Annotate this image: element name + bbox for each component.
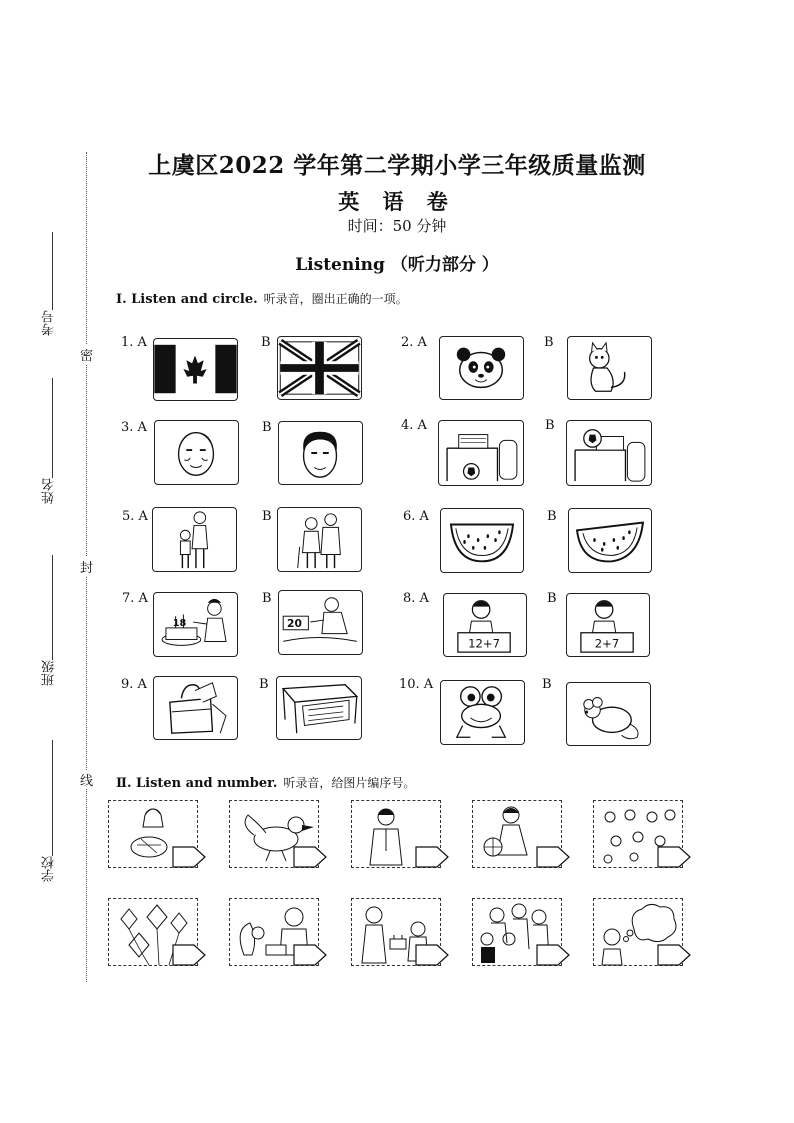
part1-heading [116, 290, 408, 307]
canada-flag-icon [154, 339, 237, 400]
grandfather-icon [155, 421, 238, 484]
part2-heading [116, 774, 415, 791]
answer-arrow-box [172, 944, 206, 966]
q8-label-b: B [547, 591, 557, 606]
listen-number-card-4[interactable] [472, 800, 572, 870]
q9-option-b[interactable] [276, 676, 362, 740]
answer-arrow-box [415, 846, 449, 868]
cake-number-18: 18 [172, 617, 187, 629]
seal-mark-xian: 线 [80, 770, 93, 789]
q3-label-a: 3. A [121, 420, 147, 435]
sidebar-xuexiao-label: 学校 [42, 856, 57, 882]
answer-arrow-box [536, 846, 570, 868]
q2-option-b[interactable] [567, 336, 652, 400]
q9-label-b: B [259, 677, 269, 692]
listen-number-card-3[interactable] [351, 800, 451, 870]
q3-option-b[interactable] [278, 421, 363, 485]
listen-number-card-2[interactable] [229, 800, 329, 870]
q7-label-b: B [262, 591, 272, 606]
birthday-cake-20-icon [279, 591, 362, 654]
birthday-cake-18-icon [154, 593, 237, 656]
sidebar-banji-label: 班级 [42, 660, 57, 686]
listen-number-card-1[interactable] [108, 800, 208, 870]
q3-label-b: B [262, 420, 272, 435]
q2-label-b: B [544, 335, 554, 350]
q2-label-a: 2. A [401, 335, 427, 350]
ball-on-desk-icon [567, 421, 651, 485]
q10-label-a: 10. A [399, 677, 434, 692]
q8-option-b[interactable] [566, 593, 650, 657]
section-title: Listening （听力部分 ） [295, 255, 499, 275]
kaohao-fill-line [52, 232, 53, 310]
answer-arrow-box [536, 944, 570, 966]
sidebar-kaohao-label: 考号 [42, 310, 57, 336]
q6-label-a: 6. A [403, 509, 429, 524]
q7-label-a: 7. A [122, 591, 148, 606]
q6-option-b[interactable] [568, 508, 652, 573]
man-icon [279, 422, 362, 484]
uk-flag-icon [278, 337, 361, 399]
mouse-icon [567, 683, 650, 745]
grandparents-icon [278, 508, 361, 571]
q9-option-a[interactable] [153, 676, 238, 740]
exam-time: 时间：50 分钟 [347, 217, 447, 235]
watermelon-icon [569, 509, 651, 572]
q5-option-a[interactable] [152, 507, 237, 572]
q6-label-b: B [547, 509, 557, 524]
frog-icon [441, 681, 524, 744]
seal-mark-mi: 密 [80, 345, 93, 364]
answer-arrow-box [172, 846, 206, 868]
listen-number-card-5[interactable] [593, 800, 693, 870]
q6-option-a[interactable] [440, 508, 524, 573]
listen-number-card-9[interactable] [472, 898, 572, 968]
q1-option-a[interactable] [153, 338, 238, 401]
q7-option-a[interactable] [153, 592, 238, 657]
q9-label-a: 9. A [121, 677, 147, 692]
answer-arrow-box [293, 846, 327, 868]
answer-arrow-box [657, 846, 691, 868]
sign-text-2-7: 2+7 [594, 636, 620, 651]
answer-arrow-box [415, 944, 449, 966]
q4-label-a: 4. A [401, 418, 427, 433]
sidebar-xingming-label: 姓名 [42, 478, 57, 504]
q3-option-a[interactable] [154, 420, 239, 485]
cat-icon [568, 337, 651, 399]
q10-label-b: B [542, 677, 552, 692]
watermelon-icon [441, 509, 523, 572]
panda-icon [440, 337, 523, 399]
answer-arrow-box [293, 944, 327, 966]
q1-option-b[interactable] [277, 336, 362, 400]
q5-option-b[interactable] [277, 507, 362, 572]
part2-heading-text: Ⅱ. Listen and number. [116, 776, 278, 791]
seal-mark-feng: 封 [80, 557, 93, 576]
xingming-fill-line [52, 378, 53, 478]
listen-number-card-10[interactable] [593, 898, 693, 968]
listen-number-card-7[interactable] [229, 898, 329, 968]
ball-under-desk-icon [439, 421, 523, 485]
part1-heading-text: Ⅰ. Listen and circle. [116, 292, 258, 307]
q1-label-b: B [261, 335, 271, 350]
exam-title: 上虞区2022 学年第二学期小学三年级质量监测 [148, 152, 646, 179]
answer-arrow-box [657, 944, 691, 966]
desk-drawer-icon [277, 677, 361, 739]
banji-fill-line [52, 555, 53, 660]
q4-option-a[interactable] [438, 420, 524, 486]
boy-with-sign-12-7-icon [444, 594, 526, 656]
cake-number-20: 20 [287, 616, 302, 630]
q2-option-a[interactable] [439, 336, 524, 400]
schoolbag-icon [154, 677, 237, 739]
listen-number-card-6[interactable] [108, 898, 208, 968]
q8-option-a[interactable] [443, 593, 527, 657]
listen-number-card-8[interactable] [351, 898, 451, 968]
part2-instruction: 听录音，给图片编序号。 [283, 776, 416, 790]
sign-text-12-7: 12+7 [468, 636, 500, 651]
q8-label-a: 8. A [403, 591, 429, 606]
q5-label-a: 5. A [122, 509, 148, 524]
q4-label-b: B [545, 418, 555, 433]
q1-label-a: 1. A [121, 335, 147, 350]
father-and-son-icon [153, 508, 236, 571]
part1-instruction: 听录音，圈出正确的一项。 [263, 292, 408, 306]
q5-label-b: B [262, 509, 272, 524]
q4-option-b[interactable] [566, 420, 652, 486]
boy-with-sign-2-7-icon [567, 594, 649, 656]
q10-option-a[interactable] [440, 680, 525, 745]
q7-option-b[interactable] [278, 590, 363, 655]
q10-option-b[interactable] [566, 682, 651, 746]
exam-subtitle: 英 语 卷 [338, 189, 456, 214]
xuexiao-fill-line [52, 740, 53, 856]
